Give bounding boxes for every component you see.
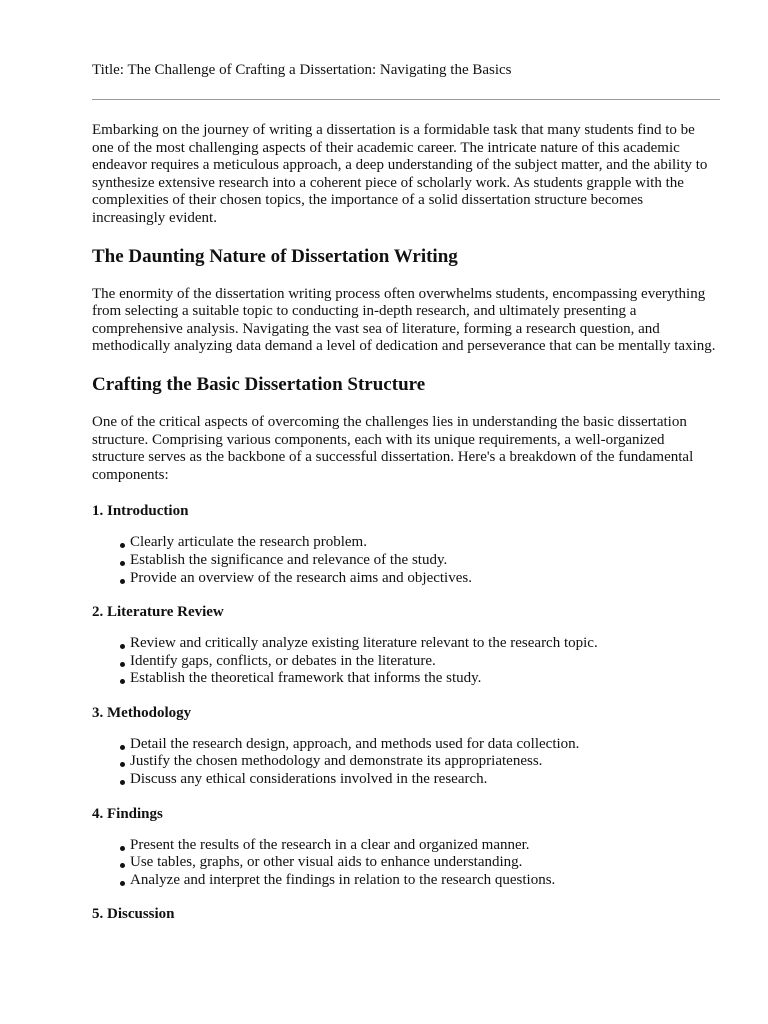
title-divider <box>92 99 720 100</box>
list-item: Establish the significance and relevance of the study. <box>120 552 720 570</box>
list-item: Present the results of the research in a clear and organized manner. <box>120 837 720 855</box>
component-list-findings <box>92 837 720 890</box>
intro-paragraph: Embarking on the journey of writing a dissertation is a formidable task that many students find to be one of the most challenging aspects of their academic career. The intricate nature of this academic endeavor requires a meticulous approach, a deep understanding of the subject matter, and the ability to synthesize extensive research into a coherent piece of scholarly work. As students grapple with the complexities of their chosen topics, the importance of a solid dissertation structure becomes increasingly evident. <box>92 122 708 226</box>
section-body-daunting: The enormity of the dissertation writing process often overwhelms students, encompassing everything from selecting a suitable topic to conducting in-depth research, and ultimately presenting a comprehensive analysis. Navigating the vast sea of literature, forming a research question, and methodically analyzing data demand a level of dedication and perseverance that can be mentally taxing. <box>92 285 716 355</box>
component-list-methodology <box>92 736 720 789</box>
list-item: Detail the research design, approach, and methods used for data collection. <box>120 736 720 754</box>
component-heading-introduction: 1. Introduction <box>92 503 189 520</box>
document-title: Title: The Challenge of Crafting a Dissertation: Navigating the Basics <box>92 62 512 78</box>
component-heading-discussion: 5. Discussion <box>92 906 175 923</box>
list-item: Provide an overview of the research aims and objectives. <box>120 570 720 588</box>
list-item: Analyze and interpret the findings in relation to the research questions. <box>120 872 720 890</box>
list-item: Discuss any ethical considerations involved in the research. <box>120 771 720 789</box>
list-item: Justify the chosen methodology and demonstrate its appropriateness. <box>120 753 720 771</box>
section-body-structure: One of the critical aspects of overcoming the challenges lies in understanding the basic dissertation structure. Comprising various components, each with its unique requirements, a well-organized structure serves as the backbone of a successful dissertation. Here's a breakdown of the fundamental components: <box>92 413 694 483</box>
component-heading-literature-review: 2. Literature Review <box>92 604 224 621</box>
component-heading-findings: 4. Findings <box>92 805 163 822</box>
component-list-introduction <box>92 534 720 587</box>
list-item: Establish the theoretical framework that informs the study. <box>120 670 720 688</box>
list-item: Clearly articulate the research problem. <box>120 534 720 552</box>
list-item: Review and critically analyze existing literature relevant to the research topic. <box>120 635 720 653</box>
section-heading-structure: Crafting the Basic Dissertation Structure <box>92 373 426 395</box>
list-item: Identify gaps, conflicts, or debates in the literature. <box>120 653 720 671</box>
component-list-literature-review <box>92 635 720 688</box>
section-heading-daunting: The Daunting Nature of Dissertation Writing <box>92 245 458 267</box>
list-item: Use tables, graphs, or other visual aids to enhance understanding. <box>120 854 720 872</box>
component-heading-methodology: 3. Methodology <box>92 704 192 721</box>
